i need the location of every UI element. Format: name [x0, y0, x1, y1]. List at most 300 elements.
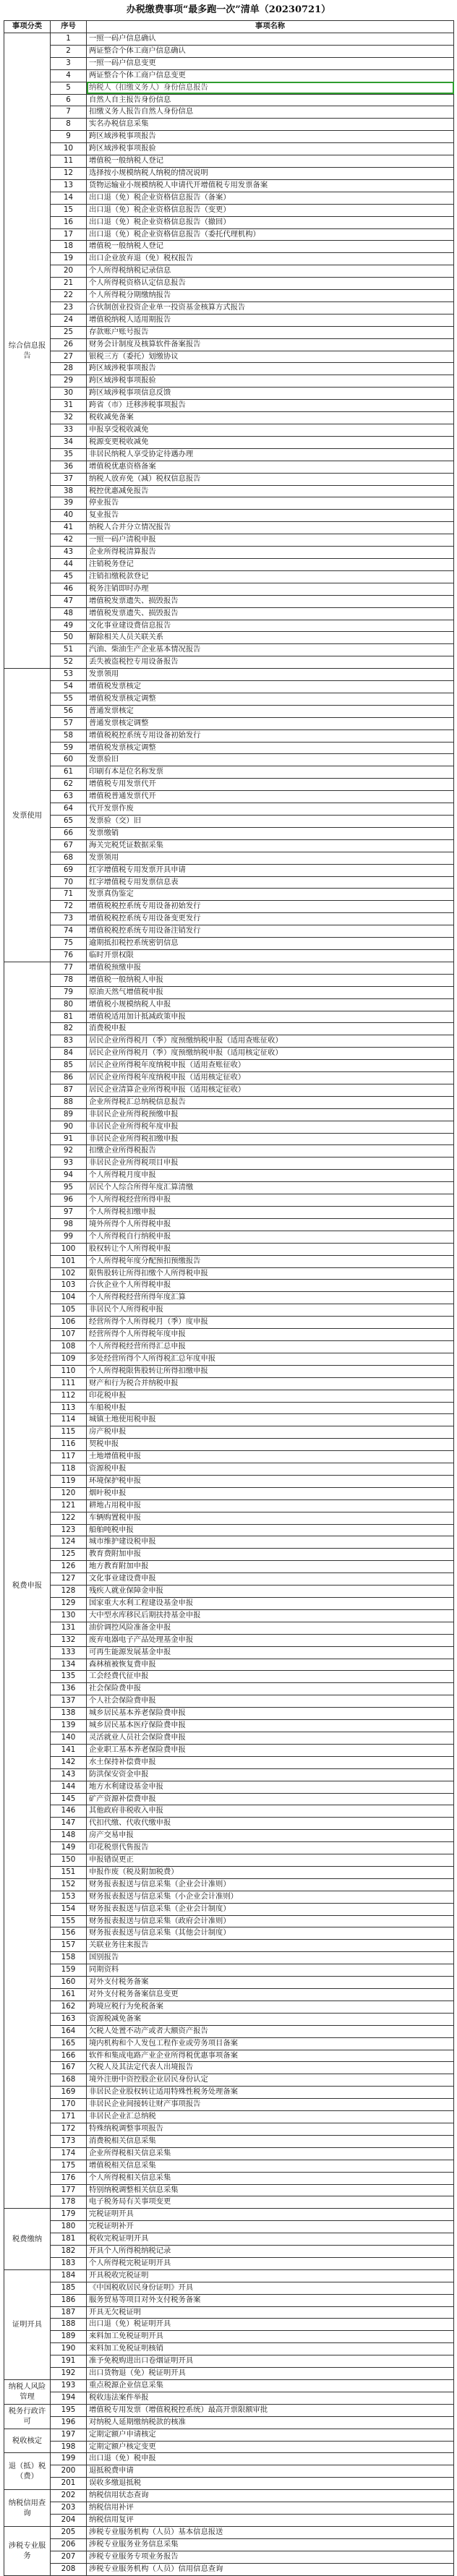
table-row — [4, 497, 454, 510]
item-name-cell: 欠税人处置不动产或者大额资产报告 — [87, 2025, 454, 2037]
item-name-cell: 印花税申报 — [87, 1390, 454, 1402]
table-row — [4, 1878, 454, 1891]
table-row — [4, 1475, 454, 1487]
table-row — [4, 632, 454, 644]
seq-cell: 6 — [51, 94, 87, 106]
seq-cell: 57 — [51, 717, 87, 729]
category-cell: 纳税信用查询 — [4, 2490, 51, 2527]
item-name-cell: 个人所得税分期缴纳报告 — [87, 290, 454, 302]
table-row — [4, 1952, 454, 1964]
seq-cell: 65 — [51, 816, 87, 828]
item-name-cell: 增值税专用发票代开 — [87, 779, 454, 791]
table-row — [4, 2269, 454, 2282]
seq-cell: 116 — [51, 1439, 87, 1451]
seq-cell: 182 — [51, 2246, 87, 2258]
table-row — [4, 876, 454, 889]
item-name-cell: 纳税人合并分立情况报告 — [87, 522, 454, 534]
table-row — [4, 1561, 454, 1573]
seq-cell: 157 — [51, 1940, 87, 1952]
table-row — [4, 388, 454, 400]
table-row — [4, 2172, 454, 2184]
seq-cell: 169 — [51, 2087, 87, 2099]
seq-cell: 139 — [51, 1720, 87, 1732]
seq-cell: 141 — [51, 1744, 87, 1756]
seq-cell: 54 — [51, 681, 87, 693]
item-name-cell: 出口退（免）税申报 — [87, 2453, 454, 2465]
seq-cell: 188 — [51, 2319, 87, 2331]
table-row — [4, 669, 454, 681]
item-name-cell: 发票领用 — [87, 669, 454, 681]
table-row — [4, 448, 454, 461]
seq-cell: 144 — [51, 1781, 87, 1793]
seq-cell: 112 — [51, 1390, 87, 1402]
seq-cell: 80 — [51, 998, 87, 1011]
seq-cell: 124 — [51, 1536, 87, 1549]
seq-cell: 88 — [51, 1096, 87, 1108]
item-name-cell: 经营所得个人所得税月（季）度申报 — [87, 1317, 454, 1329]
item-name-cell: 对纳税人延期缴纳税款的核准 — [87, 2416, 454, 2429]
table-row — [4, 1329, 454, 1341]
table-row — [4, 1830, 454, 1842]
table-row — [4, 1096, 454, 1108]
item-name-cell: 解除相关人员关联关系 — [87, 632, 454, 644]
item-name-cell: 软件和集成电路产业企业所得税优惠事项备案 — [87, 2050, 454, 2062]
seq-cell: 163 — [51, 2013, 87, 2025]
category-cell: 证明开具 — [4, 2269, 51, 2379]
table-row — [4, 1818, 454, 1830]
seq-cell: 4 — [51, 69, 87, 82]
table-row — [4, 2196, 454, 2209]
seq-cell: 119 — [51, 1475, 87, 1487]
seq-cell: 206 — [51, 2538, 87, 2551]
seq-cell: 193 — [51, 2380, 87, 2392]
table-row — [4, 33, 454, 46]
table-row — [4, 2160, 454, 2172]
item-name-cell: 纳税信用复评 — [87, 2514, 454, 2526]
seq-cell: 174 — [51, 2147, 87, 2160]
table-row — [4, 400, 454, 412]
seq-cell: 89 — [51, 1108, 87, 1121]
seq-cell: 43 — [51, 547, 87, 559]
seq-cell: 110 — [51, 1365, 87, 1377]
table-row — [4, 1292, 454, 1304]
seq-cell: 23 — [51, 301, 87, 314]
table-row — [4, 228, 454, 241]
seq-cell: 47 — [51, 595, 87, 607]
item-name-cell: 多处经营所得个人所得税汇总年度申报 — [87, 1353, 454, 1365]
seq-cell: 207 — [51, 2551, 87, 2563]
seq-cell: 191 — [51, 2355, 87, 2368]
seq-cell: 133 — [51, 1646, 87, 1659]
table-row — [4, 2355, 454, 2368]
item-name-cell: 一照一码户信息确认 — [87, 33, 454, 46]
table-row — [4, 1866, 454, 1878]
table-row — [4, 2404, 454, 2416]
seq-cell: 122 — [51, 1512, 87, 1524]
table-row — [4, 2257, 454, 2269]
table-row — [4, 2538, 454, 2551]
item-name-cell: 境外注册中资控股企业居民身份认定 — [87, 2074, 454, 2087]
table-row — [4, 2551, 454, 2563]
seq-cell: 1 — [51, 33, 87, 46]
table-row — [4, 2306, 454, 2319]
item-name-cell: 税源变更税收减免 — [87, 436, 454, 448]
table-row — [4, 461, 454, 473]
table-row — [4, 1732, 454, 1744]
table-row — [4, 45, 454, 57]
table-row — [4, 644, 454, 656]
seq-cell: 158 — [51, 1952, 87, 1964]
table-row — [4, 595, 454, 607]
item-name-cell: 重点税源企业信息采集 — [87, 2380, 454, 2392]
item-name-cell: 灵活就业人员社会保险费申报 — [87, 1732, 454, 1744]
item-name-cell: 增值税税控系统专用设备初始发行 — [87, 729, 454, 742]
item-name-cell: 增值税专用发票（增值税税控系统）最高开票限额审批 — [87, 2404, 454, 2416]
table-row — [4, 1805, 454, 1818]
seq-cell: 13 — [51, 179, 87, 192]
item-name-cell: 临时开票权限 — [87, 949, 454, 962]
item-name-cell: 大中型水库移民后期扶持基金申报 — [87, 1609, 454, 1622]
seq-cell: 127 — [51, 1573, 87, 1586]
item-name-cell: 两证整合个体工商户信息变更 — [87, 69, 454, 82]
table-row — [4, 2147, 454, 2160]
item-name-cell: 非居民企业股权转让适用特殊性税务处理备案 — [87, 2087, 454, 2099]
seq-cell: 44 — [51, 558, 87, 570]
item-name-cell: 非居民企业所得税项目申报 — [87, 1158, 454, 1170]
seq-cell: 199 — [51, 2453, 87, 2465]
seq-cell: 179 — [51, 2209, 87, 2221]
seq-cell: 187 — [51, 2306, 87, 2319]
item-name-cell: 申报作废（税及附加税费） — [87, 1866, 454, 1878]
item-name-cell: 个人社会保险费申报 — [87, 1695, 454, 1708]
item-name-cell: 企业所得税汇总纳税信息报告 — [87, 1096, 454, 1108]
item-name-cell: 银税三方（委托）划缴协议 — [87, 351, 454, 363]
header-category: 事项分类 — [4, 21, 51, 33]
item-name-cell: 股权转让个人所得税申报 — [87, 1243, 454, 1255]
table-row — [4, 1317, 454, 1329]
item-name-cell: 跨区域涉税事项报告 — [87, 363, 454, 375]
item-name-cell: 增值税发票遗失、损毁报告 — [87, 595, 454, 607]
item-name-cell: 普通发票核定调整 — [87, 717, 454, 729]
table-row — [4, 1646, 454, 1659]
seq-cell: 12 — [51, 167, 87, 179]
seq-cell: 102 — [51, 1267, 87, 1280]
seq-cell: 202 — [51, 2490, 87, 2502]
seq-cell: 126 — [51, 1561, 87, 1573]
item-name-cell: 房产交易申报 — [87, 1830, 454, 1842]
table-row — [4, 1586, 454, 1598]
item-name-cell: 资源税申报 — [87, 1463, 454, 1476]
seq-cell: 184 — [51, 2269, 87, 2282]
item-name-cell: 文化事业建设费申报 — [87, 1573, 454, 1586]
seq-cell: 145 — [51, 1793, 87, 1805]
table-row — [4, 119, 454, 131]
table-row — [4, 547, 454, 559]
seq-cell: 196 — [51, 2416, 87, 2429]
seq-cell: 175 — [51, 2160, 87, 2172]
header-name: 事项名称 — [87, 21, 454, 33]
seq-cell: 58 — [51, 729, 87, 742]
item-name-cell: 纳税人（扣缴义务人）身份信息报告 — [87, 82, 454, 94]
seq-cell: 153 — [51, 1891, 87, 1903]
category-cell: 退（抵）税（费） — [4, 2453, 51, 2490]
table-row — [4, 1463, 454, 1476]
table-row — [4, 729, 454, 742]
item-name-cell: 财务报表报送与信息采集（其他会计制度） — [87, 1927, 454, 1940]
table-row — [4, 338, 454, 351]
table-row — [4, 2050, 454, 2062]
item-name-cell: 定期定额户申请核定 — [87, 2429, 454, 2441]
item-name-cell: 契税申报 — [87, 1439, 454, 1451]
table-row — [4, 1609, 454, 1622]
item-name-cell: 汽油、柴油生产企业基本情况报告 — [87, 644, 454, 656]
table-row — [4, 204, 454, 216]
item-name-cell: 出口退（免）税企业资格信息报告（备案） — [87, 192, 454, 204]
table-row — [4, 986, 454, 998]
table-row — [4, 766, 454, 779]
seq-cell: 76 — [51, 949, 87, 962]
table-row — [4, 179, 454, 192]
seq-cell: 27 — [51, 351, 87, 363]
seq-cell: 3 — [51, 57, 87, 69]
table-row — [4, 1573, 454, 1586]
seq-cell: 103 — [51, 1280, 87, 1292]
seq-cell: 154 — [51, 1903, 87, 1915]
item-name-cell: 车辆购置税申报 — [87, 1512, 454, 1524]
item-name-cell: 森林植被恢复费申报 — [87, 1659, 454, 1671]
item-name-cell: 电子税务局有关事项变更 — [87, 2196, 454, 2209]
item-name-cell: 个人所得税相关信息采集 — [87, 2172, 454, 2184]
table-row — [4, 1622, 454, 1634]
item-name-cell: 出口退（免）税企业资格信息报告（撤回） — [87, 216, 454, 228]
table-row — [4, 473, 454, 485]
table-row — [4, 1708, 454, 1720]
table-row — [4, 1121, 454, 1133]
seq-cell: 94 — [51, 1170, 87, 1182]
seq-cell: 148 — [51, 1830, 87, 1842]
table-row — [4, 1768, 454, 1781]
seq-cell: 42 — [51, 534, 87, 547]
item-name-cell: 发票领用 — [87, 852, 454, 864]
table-row — [4, 82, 454, 94]
item-name-cell: 增值税适用加计抵减政策申报 — [87, 1011, 454, 1023]
table-row — [4, 1207, 454, 1219]
page-title: 办税缴费事项“最多跑一次”清单（20230721） — [126, 4, 331, 15]
seq-cell: 95 — [51, 1182, 87, 1194]
table-row — [4, 2319, 454, 2331]
table-row — [4, 889, 454, 901]
seq-cell: 165 — [51, 2037, 87, 2050]
item-name-cell: 欠税人及其法定代表人出境报告 — [87, 2062, 454, 2074]
item-name-cell: 扣缴义务人报告自然人身份信息 — [87, 106, 454, 119]
item-name-cell: 非居民企业所得税预缴申报 — [87, 1108, 454, 1121]
table-row — [4, 1671, 454, 1683]
seq-cell: 183 — [51, 2257, 87, 2269]
seq-cell: 200 — [51, 2465, 87, 2478]
item-name-cell: 城镇土地使用税申报 — [87, 1414, 454, 1426]
table-row — [4, 2099, 454, 2111]
seq-cell: 92 — [51, 1145, 87, 1158]
item-name-cell: 来料加工免税证明开具 — [87, 2331, 454, 2343]
item-name-cell: 实名办税信息采集 — [87, 119, 454, 131]
table-row — [4, 1842, 454, 1854]
table-row — [4, 2074, 454, 2087]
seq-cell: 146 — [51, 1805, 87, 1818]
table-row — [4, 705, 454, 717]
seq-cell: 55 — [51, 693, 87, 705]
table-row — [4, 106, 454, 119]
table-row — [4, 1182, 454, 1194]
item-name-cell: 注销税务登记 — [87, 558, 454, 570]
seq-cell: 14 — [51, 192, 87, 204]
seq-cell: 166 — [51, 2050, 87, 2062]
table-row — [4, 1365, 454, 1377]
seq-cell: 69 — [51, 864, 87, 876]
table-row — [4, 1048, 454, 1060]
item-name-cell: 丢失被盗税控专用设备报告 — [87, 656, 454, 669]
item-name-cell: 复业报告 — [87, 510, 454, 522]
seq-cell: 129 — [51, 1598, 87, 1610]
seq-cell: 19 — [51, 253, 87, 265]
seq-cell: 73 — [51, 913, 87, 925]
table-row — [4, 1891, 454, 1903]
table-row — [4, 2246, 454, 2258]
table-row — [4, 2380, 454, 2392]
seq-cell: 156 — [51, 1927, 87, 1940]
item-name-cell: 选择按小规模纳税人纳税的情况说明 — [87, 167, 454, 179]
table-row — [4, 816, 454, 828]
seq-cell: 18 — [51, 241, 87, 253]
item-name-cell: 限售股转让所得扣缴个人所得税申报 — [87, 1267, 454, 1280]
seq-cell: 125 — [51, 1549, 87, 1561]
service-list-table — [4, 20, 454, 2576]
item-name-cell: 个人所得税自行纳税申报 — [87, 1231, 454, 1243]
table-row — [4, 412, 454, 424]
seq-cell: 181 — [51, 2233, 87, 2246]
item-name-cell: 发票验（交）旧 — [87, 816, 454, 828]
item-name-cell: 废弃电器电子产品处理基金申报 — [87, 1634, 454, 1646]
item-name-cell: 个人所得税经营所得汇总申报 — [87, 1340, 454, 1353]
item-name-cell: 服务贸易等项目对外支付税务备案 — [87, 2294, 454, 2306]
seq-cell: 49 — [51, 620, 87, 632]
item-name-cell: 红字增值税专用发票开具申请 — [87, 864, 454, 876]
item-name-cell: 消费税申报 — [87, 1023, 454, 1035]
item-name-cell: 个人所得税经营所得年度汇算 — [87, 1292, 454, 1304]
table-row — [4, 1549, 454, 1561]
table-row — [4, 2025, 454, 2037]
table-row — [4, 1793, 454, 1805]
seq-cell: 143 — [51, 1768, 87, 1781]
header-seq: 序号 — [51, 21, 87, 33]
seq-cell: 128 — [51, 1586, 87, 1598]
category-cell: 税费申报 — [4, 962, 51, 2208]
item-name-cell: 可再生能源发展基金申报 — [87, 1646, 454, 1659]
item-name-cell: 居民企业所得税月（季）度预缴纳税申报（适用查账征收） — [87, 1035, 454, 1048]
item-name-cell: 国别报告 — [87, 1952, 454, 1964]
table-row — [4, 1072, 454, 1084]
table-row — [4, 1927, 454, 1940]
table-row — [4, 1377, 454, 1390]
table-row — [4, 938, 454, 950]
table-row — [4, 1439, 454, 1451]
item-name-cell: 财务报表报送与信息采集（政府会计准则） — [87, 1915, 454, 1927]
item-name-cell: 增值税发票核定调整 — [87, 693, 454, 705]
table-row — [4, 351, 454, 363]
table-row — [4, 1060, 454, 1072]
item-name-cell: 居民企业所得税年度纳税申报（适用核定征收） — [87, 1072, 454, 1084]
table-row — [4, 827, 454, 839]
seq-cell: 28 — [51, 363, 87, 375]
table-row — [4, 2037, 454, 2050]
item-name-cell: 涉税专业服务专项业务报告 — [87, 2551, 454, 2563]
table-row — [4, 558, 454, 570]
seq-cell: 120 — [51, 1487, 87, 1499]
seq-cell: 138 — [51, 1708, 87, 1720]
seq-cell: 93 — [51, 1158, 87, 1170]
table-row — [4, 1011, 454, 1023]
item-name-cell: 矿产资源补偿费申报 — [87, 1793, 454, 1805]
item-name-cell: 涉税专业服务机构（人员）基本信息报送 — [87, 2526, 454, 2538]
item-name-cell: 财产和行为税合并纳税申报 — [87, 1377, 454, 1390]
seq-cell: 194 — [51, 2392, 87, 2404]
seq-cell: 132 — [51, 1634, 87, 1646]
item-name-cell: 地方教育附加申报 — [87, 1561, 454, 1573]
table-row — [4, 326, 454, 338]
seq-cell: 62 — [51, 779, 87, 791]
table-row — [4, 2343, 454, 2355]
seq-cell: 72 — [51, 901, 87, 913]
seq-cell: 114 — [51, 1414, 87, 1426]
seq-cell: 59 — [51, 742, 87, 754]
item-name-cell: 一照一码户信息变更 — [87, 57, 454, 69]
item-name-cell: 《中国税收居民身份证明》开具 — [87, 2282, 454, 2294]
table-row — [4, 2135, 454, 2147]
seq-cell: 56 — [51, 705, 87, 717]
seq-cell: 36 — [51, 461, 87, 473]
table-row — [4, 1280, 454, 1292]
item-name-cell: 教育费附加申报 — [87, 1549, 454, 1561]
item-name-cell: 特殊纳税调整事项报告 — [87, 2123, 454, 2135]
seq-cell: 39 — [51, 497, 87, 510]
item-name-cell: 财务报表报送与信息采集（企业会计制度） — [87, 1903, 454, 1915]
item-name-cell: 增值税一般纳税人登记 — [87, 155, 454, 168]
seq-cell: 107 — [51, 1329, 87, 1341]
table-row — [4, 1487, 454, 1499]
table-row — [4, 852, 454, 864]
seq-cell: 34 — [51, 436, 87, 448]
table-row — [4, 2062, 454, 2074]
seq-cell: 7 — [51, 106, 87, 119]
seq-cell: 35 — [51, 448, 87, 461]
table-row — [4, 1634, 454, 1646]
item-name-cell: 非居民企业所得税年度申报 — [87, 1121, 454, 1133]
table-row — [4, 2233, 454, 2246]
item-name-cell: 纳税信用补评 — [87, 2502, 454, 2515]
seq-cell: 21 — [51, 278, 87, 290]
seq-cell: 152 — [51, 1878, 87, 1891]
seq-cell: 115 — [51, 1426, 87, 1439]
seq-cell: 2 — [51, 45, 87, 57]
item-name-cell: 个人所得税限售股转让所得扣缴申报 — [87, 1365, 454, 1377]
table-row — [4, 2331, 454, 2343]
seq-cell: 70 — [51, 876, 87, 889]
item-name-cell: 个人所得税资格认定信息报告 — [87, 278, 454, 290]
item-name-cell: 文化事业建设费信息报告 — [87, 620, 454, 632]
table-row — [4, 1598, 454, 1610]
seq-cell: 82 — [51, 1023, 87, 1035]
table-row — [4, 1903, 454, 1915]
table-row — [4, 1524, 454, 1536]
